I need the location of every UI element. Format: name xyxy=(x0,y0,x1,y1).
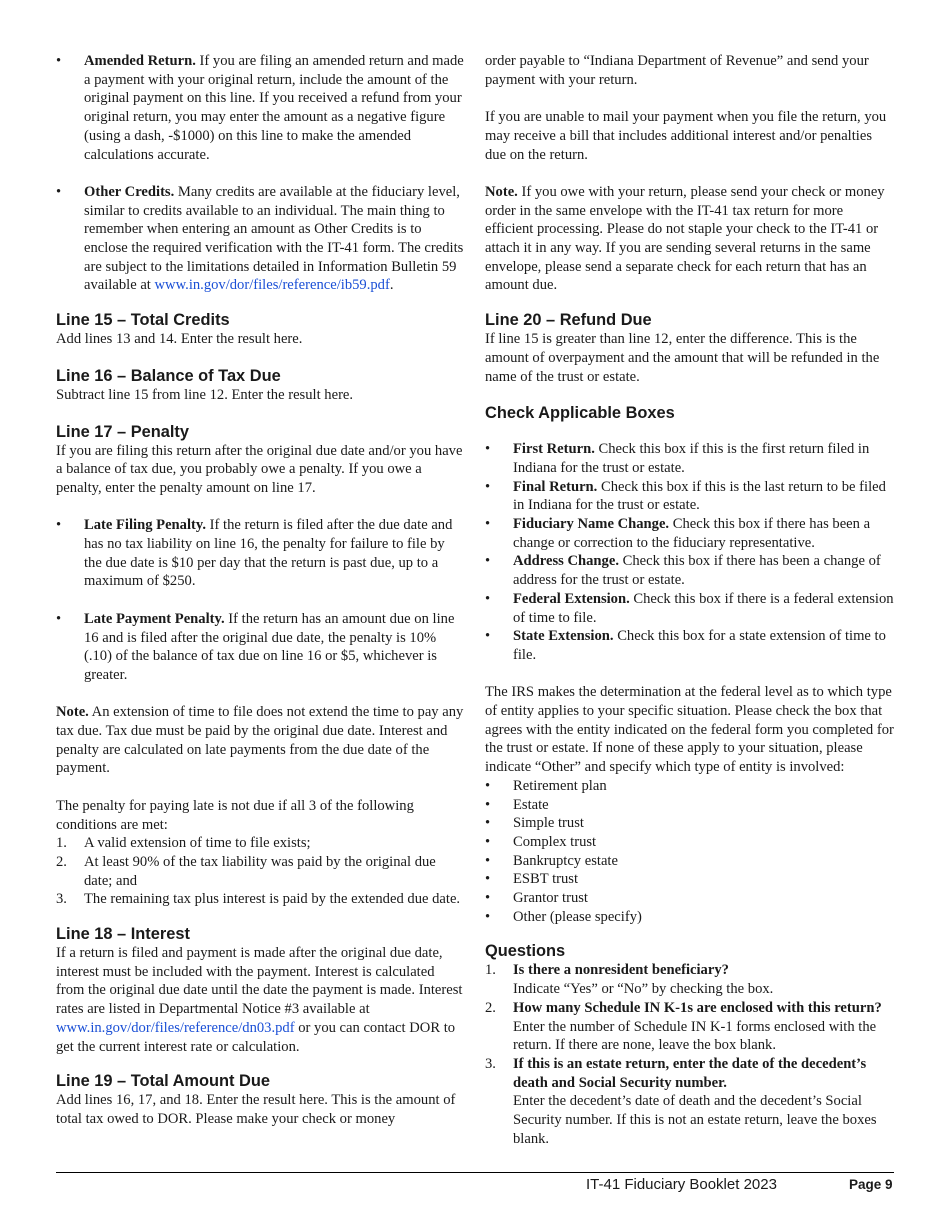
footer-divider xyxy=(56,1172,894,1173)
questions-heading: Questions xyxy=(485,942,566,961)
line16-text: Subtract line 15 from line 12. Enter the result here. xyxy=(56,386,354,403)
entity-item: • Other (please specify) xyxy=(485,908,895,927)
box-item-final-return: • Final Return. Check this box if this is the last return to be filed in Indiana for the trust or estate. xyxy=(485,478,895,515)
late-filing-label: Late Filing Penalty. xyxy=(84,517,207,534)
footer-page-number: Page 9 xyxy=(849,1177,893,1192)
left-column xyxy=(56,52,466,1129)
entity-item: • Complex trust xyxy=(485,833,895,852)
entity-item: • Grantor trust xyxy=(485,889,895,908)
entity-item: • Retirement plan xyxy=(485,777,895,796)
question-item: 2. How many Schedule IN K-1s are enclosed with this return? Enter the number of Schedule IN K-1 forms enclosed with the return. If there are none, leave the box blank. xyxy=(485,999,882,1054)
line20-heading: Line 20 – Refund Due xyxy=(485,311,652,330)
condition-item: 2. At least 90% of the tax liability was paid by the original due date; and xyxy=(56,853,436,889)
right-column xyxy=(485,52,895,1149)
irs-entity-text: The IRS makes the determination at the federal level as to which type of entity applies to your specific situation. Please check the box that agrees with the entity indicated on the federal form you completed for the trust or estate. If none of these apply to your situation, please indicate “Other” and specify which type of entity is involved: xyxy=(485,684,894,776)
line16-heading: Line 16 – Balance of Tax Due xyxy=(56,366,281,385)
check-boxes-heading: Check Applicable Boxes xyxy=(485,404,675,423)
box-item-fiduciary-name-change: • Fiduciary Name Change. Check this box if there has been a change or correction to the fiduciary representative. xyxy=(485,515,895,552)
line19-text: Add lines 16, 17, and 18. Enter the result here. This is the amount of total tax owed to DOR. Please make your check or money xyxy=(56,1092,456,1127)
box-item-state-extension: • State Extension. Check this box for a state extension of time to file. xyxy=(485,627,895,664)
unable-to-mail-text: If you are unable to mail your payment when you file the return, you may receive a bill that includes additional interest and/or penalties due on the return. xyxy=(485,109,887,163)
footer-booklet-title: IT-41 Fiduciary Booklet 2023 xyxy=(586,1176,777,1193)
line20-text: If line 15 is greater than line 12, enter the difference. This is the amount of overpayment and the amount that will be refunded in the name of the trust or estate. xyxy=(485,331,880,385)
extension-note: Note. An extension of time to file does not extend the time to pay any tax due. Tax due must be paid by the original due date. Interest and penalty are calculated on late payments from the due date of the payment. xyxy=(56,704,464,777)
entity-item: • ESBT trust xyxy=(485,870,895,889)
line15-text: Add lines 13 and 14. Enter the result here. xyxy=(56,331,303,348)
box-item-address-change: • Address Change. Check this box if there has been a change of address for the trust or estate. xyxy=(485,552,895,589)
condition-item: 3. The remaining tax plus interest is paid by the extended due date. xyxy=(56,891,461,908)
late-filing-penalty-item: • Late Filing Penalty. If the return is filed after the due date and has no tax liability on line 16, the penalty for failure to file by the due date is $10 per day that the return is past due, up to a maximum of $250. xyxy=(56,516,466,591)
line18-text: If a return is filed and payment is made after the original due date, interest must be included with the payment. Interest is calculated from the original due date until the date the payment is made. Interest rates are listed in Departmental Notice #3 available at www.in.gov/dor/files/reference/dn03.pdf or you can contact DOR to get the current interest rate or calculation. xyxy=(56,945,463,1055)
conditions-intro: The penalty for paying late is not due if all 3 of the following conditions are met: xyxy=(56,797,414,833)
dn03-link[interactable]: www.in.gov/dor/files/reference/dn03.pdf xyxy=(56,1019,295,1036)
amended-return-item xyxy=(56,52,466,164)
amended-return-text: If you are filing an amended return and made a payment with your original return, include the amount of the original payment on this line. If you received a refund from your original return, you may enter the amount as a negative figure (using a dash, -$1000) on this line to make the amended calculations accurate. xyxy=(84,53,464,163)
late-payment-label: Late Payment Penalty. xyxy=(84,610,225,627)
line18-heading: Line 18 – Interest xyxy=(56,925,190,944)
line17-heading: Line 17 – Penalty xyxy=(56,422,190,441)
entity-item: • Estate xyxy=(485,796,895,815)
entity-item: • Bankruptcy estate xyxy=(485,852,895,871)
late-payment-penalty-item: • Late Payment Penalty. If the return has an amount due on line 16 and is filed after the original due date, the penalty is 10% (.10) of the balance of tax due on line 16 or $5, whichever is greater. xyxy=(56,610,466,685)
line15-heading: Line 15 – Total Credits xyxy=(56,311,230,330)
box-item-first-return: • First Return. Check this box if this is the first return filed in Indiana for the trust or estate. xyxy=(485,440,895,477)
other-credits-item: • Other Credits. Many credits are available at the fiduciary level, similar to credits available to an individual. The main thing to remember when entering an amount as Other Credits is to enclose the required verification with the IT-41 form. The credits are subject to the limitations detailed in Information Bulletin 59 available at www.in.gov/dor/files/reference/ib59.pdf. xyxy=(56,183,466,295)
box-item-federal-extension: • Federal Extension. Check this box if there is a federal extension of time to file. xyxy=(485,590,895,627)
ib59-link[interactable]: www.in.gov/dor/files/reference/ib59.pdf xyxy=(154,277,390,294)
entity-item: • Simple trust xyxy=(485,814,895,833)
question-item: 3. If this is an estate return, enter the date of the decedent’s death and Social Security number. Enter the decedent’s date of death and the decedent’s Social Security number. If this is not an estate return, leave the boxes blank. xyxy=(485,1056,877,1147)
other-credits-label: Other Credits. xyxy=(84,183,175,200)
question-item: 1. Is there a nonresident beneficiary? Indicate “Yes” or “No” by checking the box. xyxy=(485,962,774,998)
payment-note: Note. If you owe with your return, please send your check or money order in the same envelope with the IT-41 tax return for more efficient processing. Please do not staple your check to the IT-41 or attach it in any way. If you are sending several returns in the same envelope, please send a separate check for each return that has an amount due. xyxy=(485,183,885,294)
line17-text: If you are filing this return after the original due date and/or you have a balance of tax due, you probably owe a penalty. If you owe a penalty, enter the penalty amount on line 17. xyxy=(56,442,463,496)
amended-return-label: Amended Return. xyxy=(84,53,196,69)
condition-item: 1. A valid extension of time to file exists; xyxy=(56,835,311,852)
other-credits-text: Many credits are available at the fiduciary level, similar to credits available to an individual. The main thing to remember when entering an amount as Other Credits is to enclose the required verification with the IT-41 form. The credits are subject to the limitations detailed in Information Bulletin 59 available at xyxy=(84,183,464,294)
payment-continued-text: order payable to “Indiana Department of Revenue” and send your payment with your return. xyxy=(485,53,869,88)
line19-heading: Line 19 – Total Amount Due xyxy=(56,1072,271,1091)
